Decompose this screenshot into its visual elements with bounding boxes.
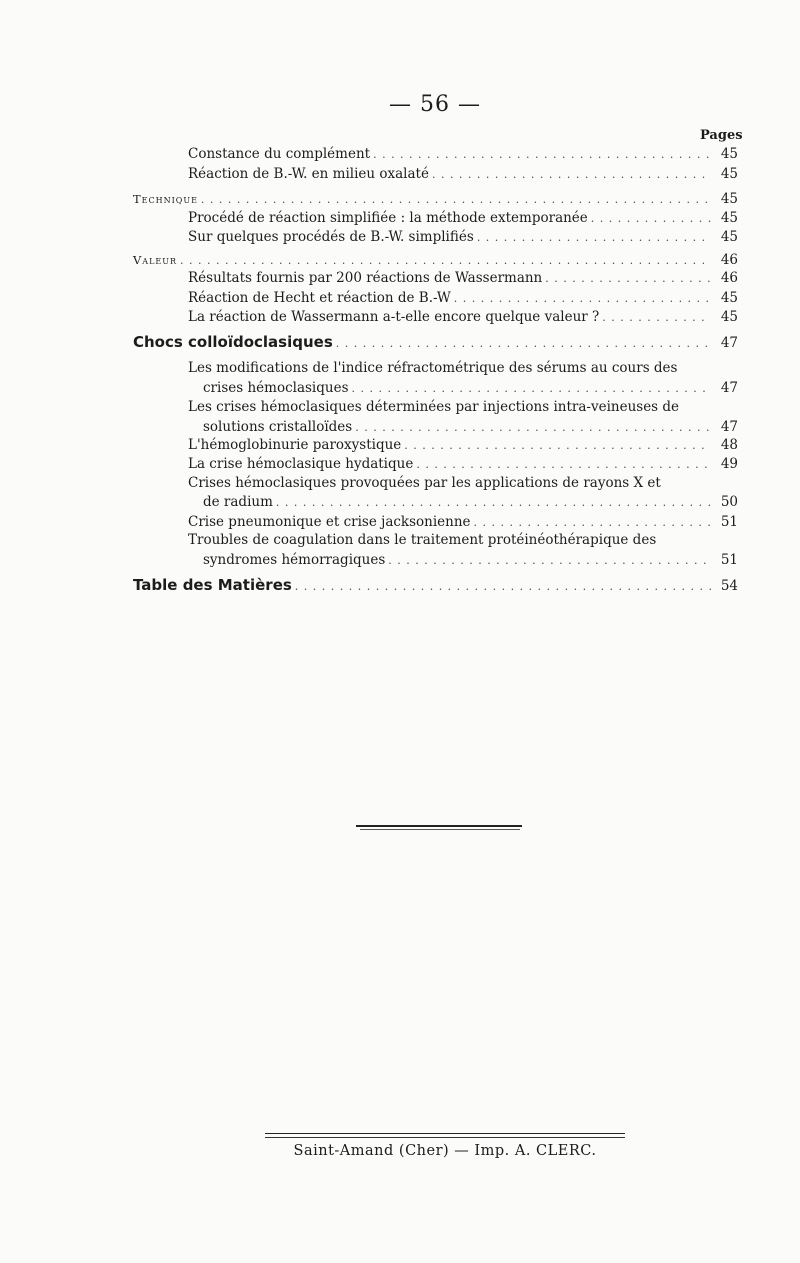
toc-entry-page: 49 bbox=[720, 456, 738, 472]
toc-entry-page: 45 bbox=[720, 166, 738, 182]
toc-entry[interactable] bbox=[188, 166, 738, 182]
toc-entry-page: 45 bbox=[720, 309, 738, 325]
dot-leader bbox=[276, 496, 711, 509]
toc-entry-title: Réaction de B.-W. en milieu oxalaté bbox=[188, 166, 429, 182]
toc-entry-title: La réaction de Wassermann a-t-elle encore quelque valeur ? bbox=[188, 309, 600, 325]
dot-leader bbox=[602, 311, 711, 324]
toc-entry-line1: Les crises hémoclasiques déterminées par injections intra-veineuses de bbox=[188, 399, 680, 415]
dot-leader bbox=[432, 168, 711, 181]
toc-entry-title: Réaction de Hecht et réaction de B.-W bbox=[188, 290, 451, 306]
footer-rule-thin bbox=[265, 1137, 625, 1138]
toc-chapter[interactable] bbox=[133, 576, 738, 594]
toc-entry-page: 46 bbox=[720, 252, 738, 268]
toc-entry[interactable] bbox=[188, 514, 738, 530]
toc-entry[interactable] bbox=[188, 309, 738, 325]
toc-chapter-title: Table des Matières bbox=[133, 576, 292, 594]
dot-leader bbox=[545, 272, 711, 285]
toc-entry-page: 48 bbox=[720, 437, 738, 453]
dot-leader bbox=[355, 421, 711, 434]
toc-entry[interactable] bbox=[188, 210, 738, 226]
toc-entry-title: Crise pneumonique et crise jacksonienne bbox=[188, 514, 471, 530]
toc-entry-title: L'hémoglobinurie paroxystique bbox=[188, 437, 402, 453]
toc-entry[interactable] bbox=[203, 494, 738, 510]
toc-entry-line1: Les modifications de l'indice réfractométrique des sérums au cours des bbox=[188, 360, 678, 376]
toc-entry-page: 46 bbox=[720, 270, 738, 286]
toc-entry-page: 50 bbox=[720, 494, 738, 510]
toc-entry[interactable] bbox=[203, 419, 738, 435]
toc-entry-page: 47 bbox=[720, 335, 738, 351]
toc-entry-title: solutions cristalloïdes bbox=[203, 419, 353, 435]
toc-entry-line1: Troubles de coagulation dans le traitement protéinéothérapique des bbox=[188, 532, 657, 548]
toc-entry[interactable] bbox=[188, 456, 738, 472]
dot-leader bbox=[180, 254, 711, 267]
dot-leader bbox=[336, 337, 711, 350]
dot-leader bbox=[591, 212, 711, 225]
toc-section[interactable] bbox=[133, 191, 738, 207]
toc-entry-page: 45 bbox=[720, 229, 738, 245]
dot-leader bbox=[388, 554, 711, 567]
toc-section[interactable] bbox=[133, 252, 738, 268]
toc-entry-line1: Crises hémoclasiques provoquées par les applications de rayons X et bbox=[188, 475, 661, 491]
toc-entry[interactable] bbox=[203, 552, 738, 568]
toc-entry-page: 51 bbox=[720, 552, 738, 568]
toc-entry-page: 54 bbox=[720, 578, 738, 594]
section-divider-thin bbox=[360, 829, 520, 830]
page-number: — 56 — bbox=[389, 92, 481, 117]
toc-entry[interactable] bbox=[188, 229, 738, 245]
footer-rule bbox=[265, 1133, 625, 1134]
section-divider bbox=[356, 825, 522, 827]
toc-entry[interactable] bbox=[188, 290, 738, 306]
toc-entry-page: 51 bbox=[720, 514, 738, 530]
toc-entry-page: 47 bbox=[720, 419, 738, 435]
toc-entry-title: Procédé de réaction simplifiée : la méthode extemporanée bbox=[188, 210, 588, 226]
toc-entry-title: syndromes hémorragiques bbox=[203, 552, 386, 568]
printer-imprint: Saint-Amand (Cher) — Imp. A. CLERC. bbox=[293, 1143, 597, 1159]
dot-leader bbox=[201, 193, 711, 206]
toc-entry-page: 45 bbox=[720, 290, 738, 306]
toc-entry-page: 47 bbox=[720, 380, 738, 396]
dot-leader bbox=[474, 516, 711, 529]
toc-section-title: Valeur bbox=[133, 253, 178, 267]
dot-leader bbox=[295, 580, 711, 593]
toc-entry-title: Sur quelques procédés de B.-W. simplifiés bbox=[188, 229, 474, 245]
toc-entry-title: La crise hémoclasique hydatique bbox=[188, 456, 414, 472]
toc-entry[interactable] bbox=[188, 146, 738, 162]
toc-chapter-title: Chocs colloïdoclasiques bbox=[133, 333, 333, 351]
toc-entry-page: 45 bbox=[720, 210, 738, 226]
toc-entry-page: 45 bbox=[720, 146, 738, 162]
toc-entry[interactable] bbox=[203, 380, 738, 396]
dot-leader bbox=[404, 439, 711, 452]
dot-leader bbox=[373, 148, 711, 161]
toc-section-title: Technique bbox=[133, 192, 198, 206]
toc-entry[interactable] bbox=[188, 437, 738, 453]
toc-chapter[interactable] bbox=[133, 333, 738, 351]
toc-entry-title: Résultats fournis par 200 réactions de Wassermann bbox=[188, 270, 543, 286]
dot-leader bbox=[477, 231, 711, 244]
toc-entry-title: Constance du complément bbox=[188, 146, 371, 162]
toc-entry-title: crises hémoclasiques bbox=[203, 380, 349, 396]
pages-column-label: Pages bbox=[700, 128, 743, 143]
dot-leader bbox=[416, 458, 711, 471]
toc-entry-title: de radium bbox=[203, 494, 273, 510]
dot-leader bbox=[352, 382, 711, 395]
dot-leader bbox=[454, 292, 711, 305]
toc-entry[interactable] bbox=[188, 270, 738, 286]
toc-entry-page: 45 bbox=[720, 191, 738, 207]
